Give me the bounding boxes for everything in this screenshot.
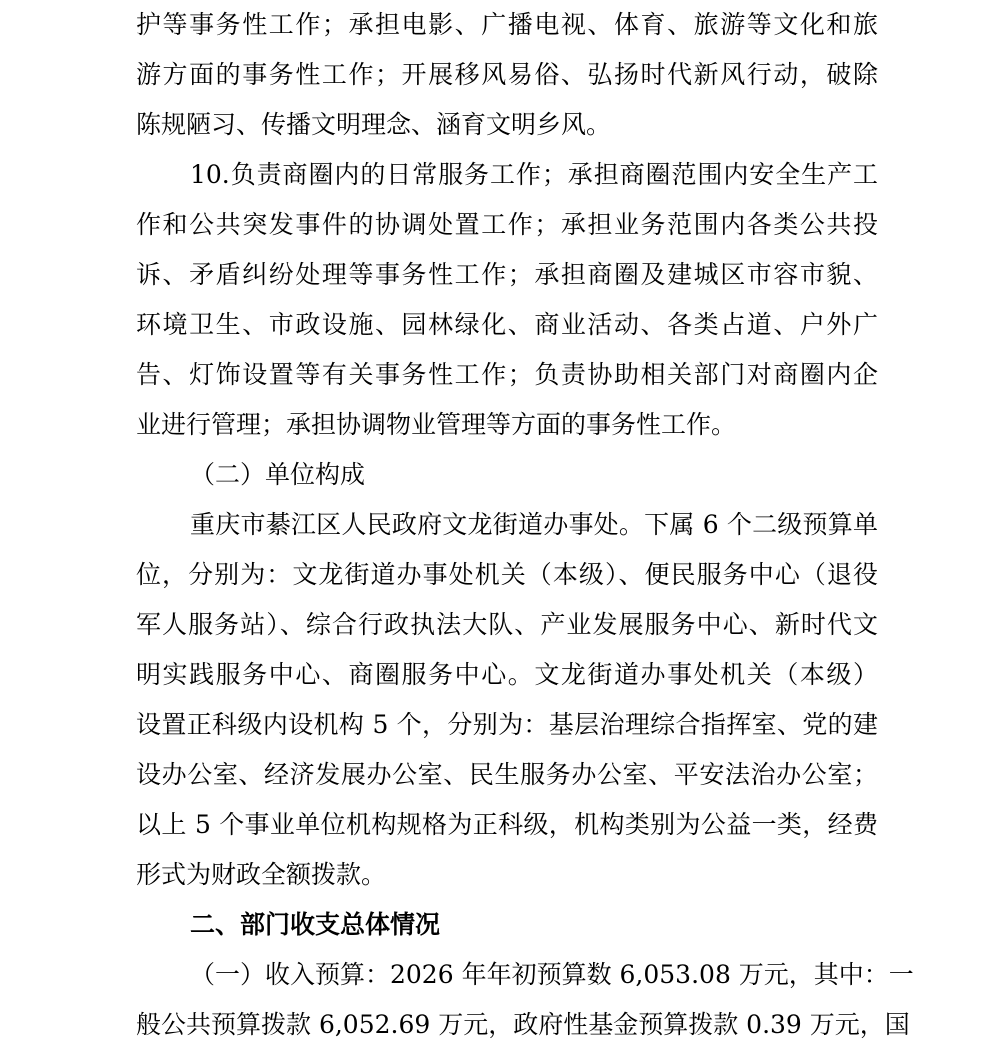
paragraph-income-budget [136, 950, 914, 1050]
text-line: 形式为财政全额拨款。 [136, 860, 387, 889]
paragraph-item-9-continued [136, 0, 878, 150]
heading-section-2 [136, 900, 878, 950]
text-line: 以上 5 个事业单位机构规格为正科级，机构类别为公益一类，经费 [136, 810, 878, 839]
text-line: 重庆市綦江区人民政府文龙街道办事处。下属 6 个二级预算单 [190, 510, 878, 539]
document-page [136, 0, 914, 1050]
text-line: 军人服务站）、综合行政执法大队、产业发展服务中心、新时代文 [136, 610, 878, 639]
text-line: （一）收入预算：2026 年年初预算数 6,053.08 万元，其中：一 [190, 960, 914, 989]
text-line: 诉、矛盾纠纷处理等事务性工作；承担商圈及建城区市容市貌、 [136, 260, 878, 289]
text-line: 告、灯饰设置等有关事务性工作；负责协助相关部门对商圈内企 [136, 360, 878, 389]
paragraph-unit-composition [136, 500, 878, 900]
text-line: 般公共预算拨款 6,052.69 万元，政府性基金预算拨款 0.39 万元，国 [136, 1010, 910, 1039]
text-line: 游方面的事务性工作；开展移风易俗、弘扬时代新风行动，破除 [136, 60, 878, 89]
subheading-text: （二）单位构成 [190, 460, 366, 489]
text-line: 陈规陋习、传播文明理念、涵育文明乡风。 [136, 110, 612, 139]
text-line: 设置正科级内设机构 5 个，分别为：基层治理综合指挥室、党的建 [136, 710, 878, 739]
text-line: 10.负责商圈内的日常服务工作；承担商圈范围内安全生产工 [190, 160, 878, 189]
text-line: 明实践服务中心、商圈服务中心。文龙街道办事处机关（本级） [136, 660, 878, 689]
text-line: 护等事务性工作；承担电影、广播电视、体育、旅游等文化和旅 [136, 10, 878, 39]
section-heading-text: 二、部门收支总体情况 [190, 910, 441, 939]
paragraph-item-10 [136, 150, 878, 450]
text-line: 设办公室、经济发展办公室、民生服务办公室、平安法治办公室； [136, 760, 878, 789]
text-line: 环境卫生、市政设施、园林绿化、商业活动、各类占道、户外广 [136, 310, 878, 339]
text-line: 作和公共突发事件的协调处置工作；承担业务范围内各类公共投 [136, 210, 878, 239]
subheading-unit-composition [136, 450, 878, 500]
text-line: 位，分别为：文龙街道办事处机关（本级）、便民服务中心（退役 [136, 560, 878, 589]
text-line: 业进行管理；承担协调物业管理等方面的事务性工作。 [136, 410, 737, 439]
